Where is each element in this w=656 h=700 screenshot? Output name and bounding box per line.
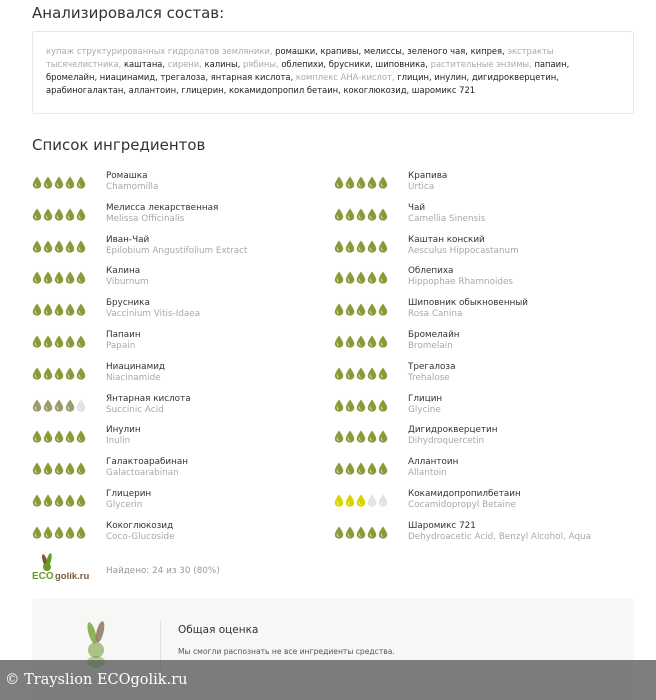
drop-icon	[76, 238, 86, 251]
ingredient-item[interactable]	[32, 456, 332, 488]
drop-icon	[65, 333, 75, 346]
drop-icon	[345, 206, 355, 219]
drop-icon	[76, 365, 86, 378]
composition-text	[32, 31, 634, 114]
ingredient-name: Кокоглюкозид	[106, 520, 174, 531]
drop-icon	[378, 333, 388, 346]
ingredient-latin: Niacinamide	[106, 372, 161, 383]
drop-icon	[65, 365, 75, 378]
ingredient-item[interactable]	[334, 424, 634, 456]
drop-icon	[367, 365, 377, 378]
ingredient-latin: Dehydroacetic Acid, Benzyl Alcohol, Aqua	[408, 531, 592, 542]
ingredient-latin: Epilobium Angustifolium Extract	[106, 245, 248, 256]
drop-icon	[76, 428, 86, 441]
drop-icon	[43, 238, 53, 251]
ingredient-item[interactable]	[32, 488, 332, 520]
ingredient-name: Глицин	[408, 393, 443, 404]
drop-icon	[43, 492, 53, 505]
ingredient-item[interactable]	[32, 361, 332, 393]
safety-rating	[32, 428, 86, 442]
drop-icon	[334, 206, 344, 219]
drop-icon	[334, 238, 344, 251]
safety-rating	[334, 301, 388, 315]
drop-icon	[32, 397, 42, 410]
safety-rating	[32, 524, 86, 538]
ingredient-name: Чай	[408, 202, 426, 213]
drop-icon	[378, 428, 388, 441]
ingredient-latin: Succinic Acid	[106, 404, 164, 415]
drop-icon	[367, 492, 377, 505]
drop-icon	[32, 174, 42, 187]
drop-icon	[345, 174, 355, 187]
safety-rating	[334, 206, 388, 220]
drop-icon	[334, 397, 344, 410]
ecogolik-logo[interactable]	[32, 552, 98, 582]
drop-icon	[378, 238, 388, 251]
ingredient-latin: Papain	[106, 341, 136, 351]
safety-rating	[334, 238, 388, 252]
drop-icon	[65, 397, 75, 410]
ingredient-item[interactable]	[334, 456, 634, 488]
composition-part: рябины,	[242, 59, 282, 69]
drop-icon	[378, 524, 388, 537]
ingredient-name: Ниацинамид	[106, 361, 166, 372]
drop-icon	[367, 301, 377, 314]
drop-icon	[345, 238, 355, 251]
ingredient-name: Облепиха	[408, 266, 454, 277]
drop-icon	[43, 460, 53, 473]
drop-icon	[334, 269, 344, 282]
composition-part: облепихи, брусники, шиповника,	[281, 59, 431, 69]
drop-icon	[43, 397, 53, 410]
ingredient-name: Шиповник обыкновенный	[408, 298, 528, 309]
ingredient-latin: Galactoarabinan	[106, 468, 179, 479]
drop-icon	[76, 397, 86, 410]
drop-icon	[54, 397, 64, 410]
drop-icon	[43, 333, 53, 346]
drop-icon	[345, 492, 355, 505]
composition-part: купаж структурированных гидролатов земляники,	[46, 46, 276, 56]
safety-rating	[334, 269, 388, 283]
drop-icon	[54, 428, 64, 441]
drop-icon	[378, 397, 388, 410]
safety-rating	[32, 301, 86, 315]
ingredient-name: Кокамидопропилбетаин	[408, 489, 521, 499]
drop-icon	[32, 460, 42, 473]
drop-icon	[367, 174, 377, 187]
safety-rating	[32, 397, 86, 411]
ingredient-item[interactable]	[32, 234, 332, 266]
composition-part: папаин, бромелайн, ниацинамид, трегалоза, янтарная кислота,	[46, 59, 570, 82]
drop-icon	[378, 460, 388, 473]
drop-icon	[54, 492, 64, 505]
drop-icon	[367, 397, 377, 410]
ingredient-latin: Hippophae Rhamnoides	[408, 277, 513, 288]
ingredient-name: Калина	[106, 266, 141, 277]
ingredient-name: Мелисса лекарственная	[106, 202, 219, 213]
drop-icon	[32, 492, 42, 505]
drop-icon	[334, 301, 344, 314]
watermark: © Trayslion ECOgolik.ru	[0, 660, 656, 700]
ingredient-latin: Cocamidopropyl Betaine	[408, 500, 516, 510]
brand-golik: golik.ru	[55, 571, 90, 582]
ingredient-name: Аллантоин	[408, 457, 459, 468]
drop-icon	[356, 301, 366, 314]
drop-icon	[356, 460, 366, 473]
ingredient-item[interactable]	[32, 329, 332, 361]
ingredient-latin: Allantoin	[408, 468, 447, 479]
drop-icon	[367, 206, 377, 219]
drop-icon	[356, 206, 366, 219]
ingredient-latin: Camellia Sinensis	[408, 213, 486, 224]
drop-icon	[356, 397, 366, 410]
ingredient-item[interactable]	[334, 488, 634, 520]
drop-icon	[76, 301, 86, 314]
drop-icon	[32, 238, 42, 251]
ingredient-latin: Glycine	[408, 404, 441, 415]
drop-icon	[378, 492, 388, 505]
summary-text: Мы смогли распознать не все ингредиенты средства.	[178, 647, 395, 656]
ingredient-name: Папаин	[106, 330, 141, 340]
drop-icon	[65, 174, 75, 187]
drop-icon	[43, 365, 53, 378]
drop-icon	[345, 428, 355, 441]
safety-rating	[334, 492, 388, 506]
ingredient-latin: Viburnum	[106, 277, 149, 288]
drop-icon	[32, 333, 42, 346]
ingredient-name: Ромашка	[106, 171, 148, 181]
ingredient-item[interactable]	[32, 170, 332, 202]
composition-part: сирени,	[167, 59, 205, 69]
drop-icon	[76, 206, 86, 219]
safety-rating	[334, 428, 388, 442]
safety-rating	[32, 492, 86, 506]
safety-rating	[32, 174, 86, 188]
composition-part: калины,	[204, 59, 243, 69]
ingredient-name: Бромелайн	[408, 330, 460, 340]
drop-icon	[54, 269, 64, 282]
safety-rating	[334, 460, 388, 474]
safety-rating	[32, 206, 86, 220]
drop-icon	[367, 238, 377, 251]
drop-icon	[345, 524, 355, 537]
ingredient-name: Трегалоза	[408, 361, 456, 372]
drop-icon	[345, 333, 355, 346]
rabbit-icon	[41, 553, 53, 571]
drop-icon	[65, 492, 75, 505]
drop-icon	[345, 365, 355, 378]
drop-icon	[334, 524, 344, 537]
drop-icon	[54, 365, 64, 378]
drop-icon	[76, 174, 86, 187]
drop-icon	[43, 206, 53, 219]
ingredient-name: Каштан конский	[408, 234, 485, 245]
ingredient-latin: Glycerin	[106, 500, 143, 510]
drop-icon	[334, 428, 344, 441]
ingredient-name: Инулин	[106, 425, 141, 436]
drop-icon	[356, 524, 366, 537]
drop-icon	[356, 492, 366, 505]
drop-icon	[54, 333, 64, 346]
ingredient-name: Галактоарабинан	[106, 457, 188, 468]
drop-icon	[65, 460, 75, 473]
drop-icon	[32, 206, 42, 219]
ingredient-item[interactable]	[32, 424, 332, 456]
composition-part: комплекс АНА-кислот,	[295, 72, 398, 82]
drop-icon	[356, 333, 366, 346]
drop-icon	[367, 460, 377, 473]
ingredient-name: Брусника	[106, 298, 150, 309]
drop-icon	[65, 269, 75, 282]
drop-icon	[43, 428, 53, 441]
drop-icon	[356, 238, 366, 251]
ingredient-item[interactable]	[32, 520, 332, 552]
ingredient-latin: Coco-Glucoside	[106, 531, 175, 542]
drop-icon	[65, 206, 75, 219]
ingredient-item[interactable]	[334, 265, 634, 297]
drop-icon	[32, 365, 42, 378]
drop-icon	[76, 269, 86, 282]
ingredient-latin: Urtica	[408, 182, 435, 192]
drop-icon	[378, 206, 388, 219]
safety-rating	[32, 365, 86, 379]
drop-icon	[345, 269, 355, 282]
ingredient-item[interactable]	[32, 297, 332, 329]
ingredient-latin: Vaccinium Vitis-Idaea	[106, 309, 201, 320]
safety-rating	[334, 333, 388, 347]
composition-part: каштана,	[123, 59, 168, 69]
ingredient-item[interactable]	[334, 393, 634, 425]
drop-icon	[54, 460, 64, 473]
ingredient-item[interactable]	[32, 393, 332, 425]
drop-icon	[65, 428, 75, 441]
drop-icon	[378, 301, 388, 314]
drop-icon	[345, 301, 355, 314]
drop-icon	[334, 460, 344, 473]
safety-rating	[32, 333, 86, 347]
ingredient-latin: Dihydroquercetin	[408, 436, 485, 447]
ingredient-latin: Trehalose	[408, 372, 450, 383]
ingredient-name: Шаромикс 721	[408, 520, 476, 531]
drop-icon	[32, 524, 42, 537]
ingredient-item[interactable]	[334, 361, 634, 393]
drop-icon	[32, 301, 42, 314]
found-count: Найдено: 24 из 30 (80%)	[106, 566, 220, 576]
ingredient-item[interactable]	[32, 265, 332, 297]
drop-icon	[43, 524, 53, 537]
safety-rating	[334, 174, 388, 188]
drop-icon	[43, 174, 53, 187]
safety-rating	[32, 460, 86, 474]
ingredient-latin: Chamomilla	[106, 182, 159, 192]
ingredient-name: Глицерин	[106, 489, 152, 499]
ingredient-latin: Melissa Officinalis	[106, 213, 185, 224]
safety-rating	[334, 397, 388, 411]
ingredient-item[interactable]	[334, 202, 634, 234]
safety-rating	[32, 269, 86, 283]
drop-icon	[356, 174, 366, 187]
drop-icon	[76, 460, 86, 473]
drop-icon	[356, 365, 366, 378]
drop-icon	[54, 524, 64, 537]
ingredient-name: Иван-Чай	[106, 234, 150, 245]
drop-icon	[65, 238, 75, 251]
drop-icon	[345, 460, 355, 473]
drop-icon	[54, 238, 64, 251]
drop-icon	[76, 492, 86, 505]
composition-part: растительные энзимы,	[430, 59, 535, 69]
ingredient-item[interactable]	[32, 202, 332, 234]
ingredient-name: Янтарная кислота	[106, 393, 191, 404]
drop-icon	[367, 333, 377, 346]
drop-icon	[65, 524, 75, 537]
drop-icon	[367, 269, 377, 282]
drop-icon	[345, 397, 355, 410]
ingredient-item[interactable]	[334, 234, 634, 266]
ingredient-item[interactable]	[334, 297, 634, 329]
ingredient-name: Крапива	[408, 171, 448, 181]
drop-icon	[54, 174, 64, 187]
drop-icon	[378, 365, 388, 378]
drop-icon	[334, 174, 344, 187]
drop-icon	[32, 428, 42, 441]
ingredient-item[interactable]	[334, 329, 634, 361]
ingredient-latin: Inulin	[106, 436, 131, 447]
ingredients-title: Список ингредиентов	[32, 136, 206, 154]
drop-icon	[32, 269, 42, 282]
safety-rating	[334, 524, 388, 538]
ingredient-name: Дигидрокверцетин	[408, 425, 498, 436]
composition-part: экстракты тысячелистника,	[46, 46, 554, 69]
drop-icon	[378, 269, 388, 282]
ingredient-item[interactable]	[334, 170, 634, 202]
drop-icon	[334, 492, 344, 505]
drop-icon	[54, 206, 64, 219]
drop-icon	[65, 301, 75, 314]
drop-icon	[43, 301, 53, 314]
composition-title: Анализировался состав:	[32, 4, 225, 22]
drop-icon	[356, 428, 366, 441]
drop-icon	[378, 174, 388, 187]
summary-title: Общая оценка	[178, 624, 259, 636]
ingredient-item[interactable]	[334, 520, 634, 552]
drop-icon	[334, 365, 344, 378]
ingredient-latin: Aesculus Hippocastanum	[408, 245, 519, 256]
drop-icon	[43, 269, 53, 282]
drop-icon	[76, 524, 86, 537]
drop-icon	[54, 301, 64, 314]
drop-icon	[356, 269, 366, 282]
drop-icon	[334, 333, 344, 346]
ingredient-latin: Bromelain	[408, 341, 453, 351]
brand-eco: ECO	[32, 571, 54, 582]
composition-part: глицин, инулин, дигидрокверцетин, арабиногалактан, аллантоин, глицерин, кокамидопропил бетаин, кокоглюкозид, шаромикс 721	[46, 72, 559, 95]
drop-icon	[367, 428, 377, 441]
drop-icon	[76, 333, 86, 346]
drop-icon	[367, 524, 377, 537]
ingredient-latin: Rosa Canina	[408, 309, 463, 320]
composition-part: ромашки, крапивы, мелиссы, зеленого чая, кипрея,	[275, 46, 508, 56]
safety-rating	[334, 365, 388, 379]
safety-rating	[32, 238, 86, 252]
